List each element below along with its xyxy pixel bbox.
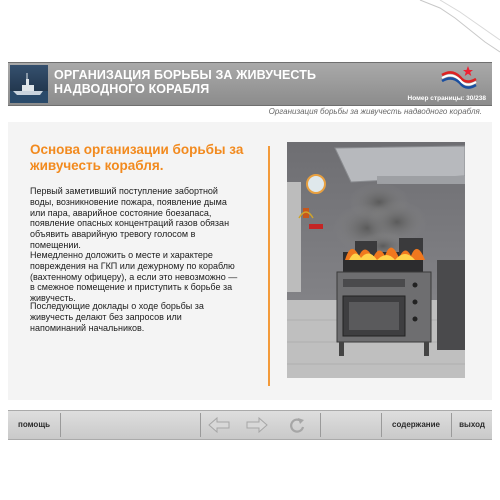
arrow-left-icon[interactable] (206, 416, 232, 434)
footer-separator (200, 413, 201, 437)
arrow-right-icon[interactable] (244, 416, 270, 434)
paragraph-3: Последующие доклады о ходе борьбы за живучесть делают без запросов или напоминаний начальников. (30, 301, 204, 333)
navigation-bar (8, 410, 492, 440)
galley-fire-illustration (287, 142, 465, 378)
page-corner-decoration (400, 0, 500, 62)
contents-button[interactable]: содержание (392, 420, 440, 429)
section-subtitle: Организация борьбы за живучесть надводного корабля. (268, 107, 482, 116)
emblem-icon (438, 65, 478, 93)
paragraph-2: Немедленно доложить о месте и характере повреждения на ГКП или дежурному по кораблю (вахтенному офицеру), а если это невозможно — в смежное помещение и приступить к борьбе за живучесть. (30, 250, 238, 304)
content-divider (268, 146, 270, 386)
exit-button[interactable]: выход (459, 420, 485, 429)
content-title: Основа организации борьбы за живучесть корабля. (30, 142, 244, 173)
refresh-icon[interactable] (284, 416, 310, 434)
course-title-line1: ОРГАНИЗАЦИЯ БОРЬБЫ ЗА ЖИВУЧЕСТЬ (54, 68, 317, 82)
help-button[interactable]: помощь (18, 420, 50, 429)
course-title-line2: НАДВОДНОГО КОРАБЛЯ (54, 82, 210, 96)
paragraph-1: Первый заметивший поступление забортной воды, возникновение пожара, появление дыма или пара, аварийное состояние боезапаса, появление опасных концентраций газов обязан объявить аварийную тревогу голосом в помещении. (30, 186, 230, 250)
course-title (54, 68, 316, 96)
page-number: Номер страницы: 30/238 (407, 95, 486, 102)
footer-separator (60, 413, 61, 437)
ship-logo (10, 65, 48, 103)
footer-separator (320, 413, 321, 437)
course-header (8, 62, 492, 106)
